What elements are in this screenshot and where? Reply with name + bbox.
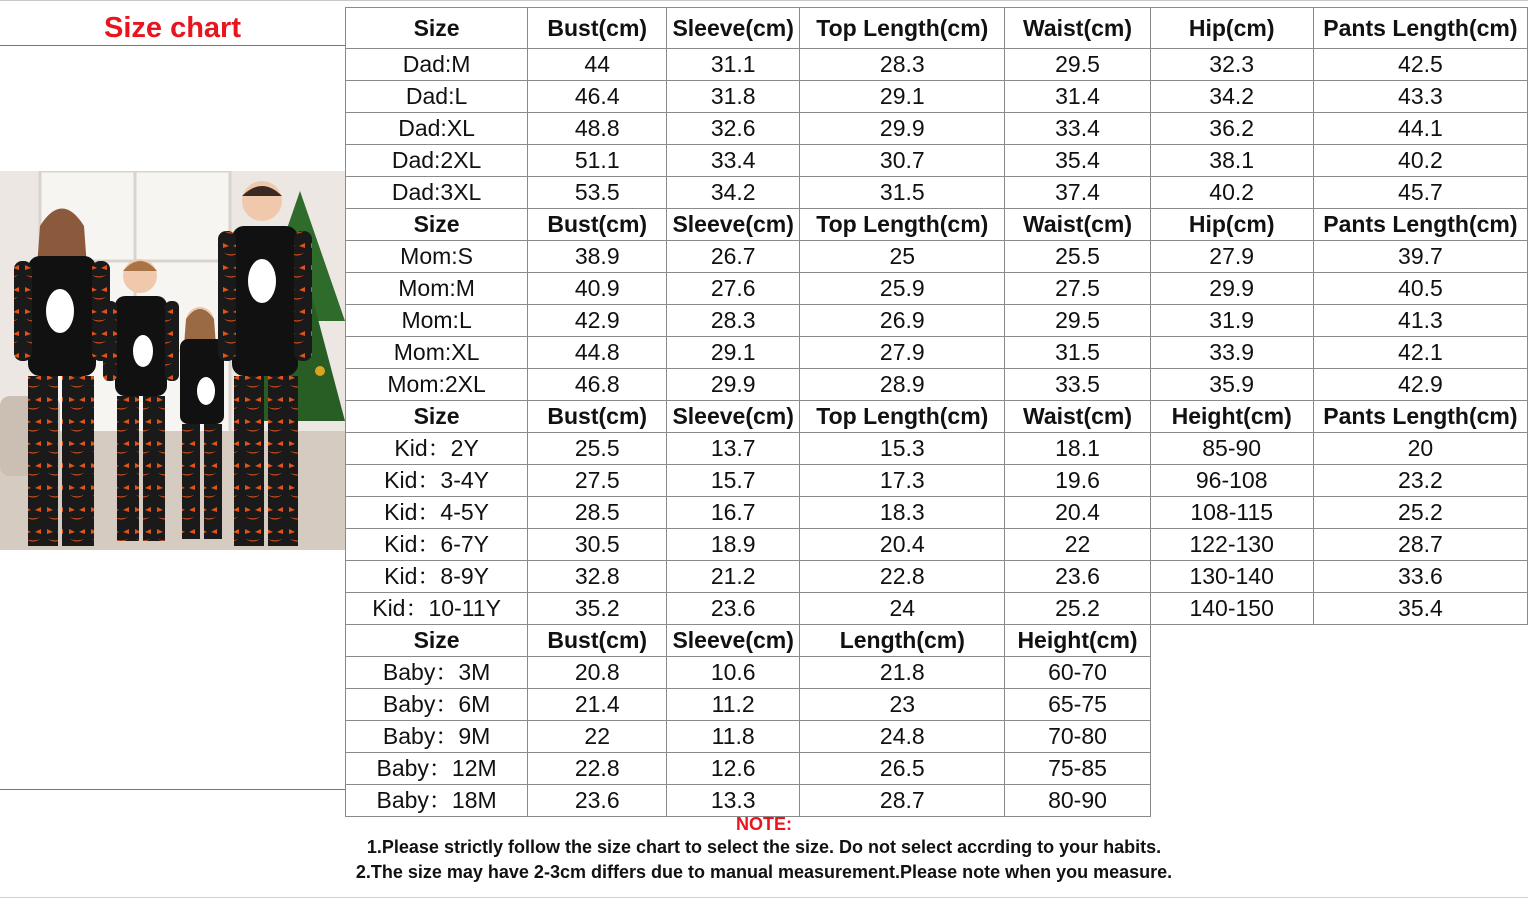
measurement-cell: 23 (800, 689, 1005, 721)
table-bottom-divider (0, 789, 346, 790)
measurement-cell: 25 (800, 241, 1005, 273)
header-cell: Sleeve(cm) (667, 209, 800, 241)
measurement-cell: 38.1 (1150, 145, 1313, 177)
size-label-cell: Baby：3M (346, 657, 528, 689)
empty-cell (1313, 753, 1527, 785)
measurement-cell: 46.8 (528, 369, 667, 401)
size-label-cell: Mom:M (346, 273, 528, 305)
header-cell: Top Length(cm) (800, 209, 1005, 241)
empty-cell (1150, 785, 1313, 817)
measurement-cell: 29.5 (1005, 49, 1150, 81)
empty-cell (1313, 657, 1527, 689)
table-row (346, 657, 1528, 689)
empty-cell (1150, 753, 1313, 785)
measurement-cell: 20 (1313, 433, 1527, 465)
header-cell: Hip(cm) (1150, 8, 1313, 49)
measurement-cell: 17.3 (800, 465, 1005, 497)
measurement-cell: 140-150 (1150, 593, 1313, 625)
note-section (0, 813, 1528, 885)
measurement-cell: 31.8 (667, 81, 800, 113)
size-table (345, 7, 1528, 817)
measurement-cell: 22 (1005, 529, 1150, 561)
header-cell: Sleeve(cm) (667, 401, 800, 433)
measurement-cell: 31.1 (667, 49, 800, 81)
table-row (346, 177, 1528, 209)
size-label-cell: Baby：12M (346, 753, 528, 785)
measurement-cell: 38.9 (528, 241, 667, 273)
measurement-cell: 43.3 (1313, 81, 1527, 113)
size-label-cell: Baby：6M (346, 689, 528, 721)
header-cell: Length(cm) (800, 625, 1005, 657)
measurement-cell: 130-140 (1150, 561, 1313, 593)
table-row (346, 785, 1528, 817)
header-cell: Sleeve(cm) (667, 625, 800, 657)
measurement-cell: 18.9 (667, 529, 800, 561)
measurement-cell: 27.5 (1005, 273, 1150, 305)
note-title: NOTE: (736, 814, 792, 834)
measurement-cell: 26.7 (667, 241, 800, 273)
measurement-cell: 37.4 (1005, 177, 1150, 209)
measurement-cell: 32.6 (667, 113, 800, 145)
measurement-cell: 28.7 (800, 785, 1005, 817)
measurement-cell: 23.6 (1005, 561, 1150, 593)
measurement-cell: 34.2 (1150, 81, 1313, 113)
header-row (346, 401, 1528, 433)
table-row (346, 529, 1528, 561)
header-cell: Pants Length(cm) (1313, 8, 1527, 49)
measurement-cell: 33.6 (1313, 561, 1527, 593)
empty-cell (1313, 625, 1527, 657)
measurement-cell: 15.3 (800, 433, 1005, 465)
measurement-cell: 40.5 (1313, 273, 1527, 305)
measurement-cell: 24.8 (800, 721, 1005, 753)
measurement-cell: 35.2 (528, 593, 667, 625)
measurement-cell: 29.5 (1005, 305, 1150, 337)
header-cell: Waist(cm) (1005, 8, 1150, 49)
measurement-cell: 33.9 (1150, 337, 1313, 369)
measurement-cell: 44.8 (528, 337, 667, 369)
measurement-cell: 42.5 (1313, 49, 1527, 81)
size-label-cell: Kid：4-5Y (346, 497, 528, 529)
empty-cell (1150, 689, 1313, 721)
measurement-cell: 31.4 (1005, 81, 1150, 113)
measurement-cell: 20.4 (1005, 497, 1150, 529)
table-row (346, 49, 1528, 81)
header-row (346, 209, 1528, 241)
note-line-1: 1.Please strictly follow the size chart to select the size. Do not select accrding to your habits. (366, 837, 1162, 857)
table-row (346, 433, 1528, 465)
footer-border (0, 897, 1528, 898)
measurement-cell: 23.6 (528, 785, 667, 817)
measurement-cell: 80-90 (1005, 785, 1150, 817)
measurement-cell: 34.2 (667, 177, 800, 209)
measurement-cell: 28.5 (528, 497, 667, 529)
measurement-cell: 42.9 (1313, 369, 1527, 401)
header-cell: Top Length(cm) (800, 8, 1005, 49)
header-row (346, 625, 1528, 657)
size-chart-title: Size chart (104, 12, 241, 44)
measurement-cell: 48.8 (528, 113, 667, 145)
measurement-cell: 35.4 (1313, 593, 1527, 625)
header-cell: Pants Length(cm) (1313, 209, 1527, 241)
header-cell: Size (346, 8, 528, 49)
size-label-cell: Mom:S (346, 241, 528, 273)
measurement-cell: 26.9 (800, 305, 1005, 337)
measurement-cell: 18.3 (800, 497, 1005, 529)
family-pajamas-photo (0, 171, 345, 550)
size-label-cell: Kid：10-11Y (346, 593, 528, 625)
measurement-cell: 15.7 (667, 465, 800, 497)
measurement-cell: 32.3 (1150, 49, 1313, 81)
measurement-cell: 30.5 (528, 529, 667, 561)
measurement-cell: 10.6 (667, 657, 800, 689)
header-cell: Bust(cm) (528, 401, 667, 433)
measurement-cell: 19.6 (1005, 465, 1150, 497)
size-label-cell: Mom:XL (346, 337, 528, 369)
measurement-cell: 70-80 (1005, 721, 1150, 753)
size-label-cell: Dad:3XL (346, 177, 528, 209)
measurement-cell: 31.9 (1150, 305, 1313, 337)
measurement-cell: 41.3 (1313, 305, 1527, 337)
measurement-cell: 27.9 (1150, 241, 1313, 273)
table-row (346, 273, 1528, 305)
size-label-cell: Kid：3-4Y (346, 465, 528, 497)
size-label-cell: Baby：18M (346, 785, 528, 817)
measurement-cell: 42.1 (1313, 337, 1527, 369)
measurement-cell: 85-90 (1150, 433, 1313, 465)
size-label-cell: Dad:XL (346, 113, 528, 145)
measurement-cell: 29.1 (667, 337, 800, 369)
measurement-cell: 39.7 (1313, 241, 1527, 273)
table-row (346, 689, 1528, 721)
measurement-cell: 60-70 (1005, 657, 1150, 689)
table-row (346, 305, 1528, 337)
size-label-cell: Mom:L (346, 305, 528, 337)
table-row (346, 593, 1528, 625)
header-cell: Waist(cm) (1005, 209, 1150, 241)
header-cell: Pants Length(cm) (1313, 401, 1527, 433)
measurement-cell: 18.1 (1005, 433, 1150, 465)
measurement-cell: 28.3 (800, 49, 1005, 81)
measurement-cell: 42.9 (528, 305, 667, 337)
measurement-cell: 11.8 (667, 721, 800, 753)
size-label-cell: Dad:2XL (346, 145, 528, 177)
measurement-cell: 28.7 (1313, 529, 1527, 561)
measurement-cell: 25.5 (528, 433, 667, 465)
header-cell: Height(cm) (1150, 401, 1313, 433)
measurement-cell: 22 (528, 721, 667, 753)
measurement-cell: 45.7 (1313, 177, 1527, 209)
measurement-cell: 21.4 (528, 689, 667, 721)
size-label-cell: Dad:L (346, 81, 528, 113)
measurement-cell: 35.9 (1150, 369, 1313, 401)
measurement-cell: 13.7 (667, 433, 800, 465)
measurement-cell: 26.5 (800, 753, 1005, 785)
table-row (346, 113, 1528, 145)
measurement-cell: 40.2 (1150, 177, 1313, 209)
measurement-cell: 53.5 (528, 177, 667, 209)
measurement-cell: 11.2 (667, 689, 800, 721)
size-label-cell: Baby：9M (346, 721, 528, 753)
measurement-cell: 16.7 (667, 497, 800, 529)
size-label-cell: Mom:2XL (346, 369, 528, 401)
table-row (346, 369, 1528, 401)
header-cell: Waist(cm) (1005, 401, 1150, 433)
measurement-cell: 23.6 (667, 593, 800, 625)
top-border (0, 0, 1528, 6)
header-cell: Bust(cm) (528, 8, 667, 49)
measurement-cell: 29.9 (800, 113, 1005, 145)
measurement-cell: 29.9 (1150, 273, 1313, 305)
measurement-cell: 33.5 (1005, 369, 1150, 401)
measurement-cell: 12.6 (667, 753, 800, 785)
measurement-cell: 25.2 (1005, 593, 1150, 625)
measurement-cell: 25.2 (1313, 497, 1527, 529)
note-line-2: 2.The size may have 2-3cm differs due to manual measurement.Please note when you measure. (355, 862, 1173, 882)
table-row (346, 465, 1528, 497)
measurement-cell: 25.9 (800, 273, 1005, 305)
measurement-cell: 44.1 (1313, 113, 1527, 145)
measurement-cell: 31.5 (800, 177, 1005, 209)
header-cell: Height(cm) (1005, 625, 1150, 657)
measurement-cell: 122-130 (1150, 529, 1313, 561)
empty-cell (1313, 785, 1527, 817)
header-row (346, 8, 1528, 49)
table-row (346, 337, 1528, 369)
measurement-cell: 30.7 (800, 145, 1005, 177)
header-cell: Size (346, 401, 528, 433)
measurement-cell: 35.4 (1005, 145, 1150, 177)
size-label-cell: Dad:M (346, 49, 528, 81)
title-divider (0, 45, 346, 46)
empty-cell (1313, 689, 1527, 721)
empty-cell (1313, 721, 1527, 753)
measurement-cell: 36.2 (1150, 113, 1313, 145)
measurement-cell: 46.4 (528, 81, 667, 113)
measurement-cell: 31.5 (1005, 337, 1150, 369)
measurement-cell: 22.8 (800, 561, 1005, 593)
family-photo-illustration (0, 171, 345, 550)
header-cell: Sleeve(cm) (667, 8, 800, 49)
table-row (346, 497, 1528, 529)
measurement-cell: 20.8 (528, 657, 667, 689)
measurement-cell: 21.8 (800, 657, 1005, 689)
measurement-cell: 27.5 (528, 465, 667, 497)
header-cell: Size (346, 209, 528, 241)
measurement-cell: 51.1 (528, 145, 667, 177)
measurement-cell: 13.3 (667, 785, 800, 817)
table-row (346, 721, 1528, 753)
table-row (346, 81, 1528, 113)
measurement-cell: 29.1 (800, 81, 1005, 113)
header-cell: Hip(cm) (1150, 209, 1313, 241)
measurement-cell: 23.2 (1313, 465, 1527, 497)
measurement-cell: 28.9 (800, 369, 1005, 401)
measurement-cell: 33.4 (1005, 113, 1150, 145)
header-cell: Size (346, 625, 528, 657)
empty-cell (1150, 657, 1313, 689)
size-label-cell: Kid：2Y (346, 433, 528, 465)
header-cell: Top Length(cm) (800, 401, 1005, 433)
measurement-cell: 22.8 (528, 753, 667, 785)
table-row (346, 145, 1528, 177)
empty-cell (1150, 625, 1313, 657)
measurement-cell: 40.9 (528, 273, 667, 305)
header-cell: Bust(cm) (528, 625, 667, 657)
measurement-cell: 96-108 (1150, 465, 1313, 497)
measurement-cell: 32.8 (528, 561, 667, 593)
measurement-cell: 28.3 (667, 305, 800, 337)
measurement-cell: 33.4 (667, 145, 800, 177)
table-row (346, 561, 1528, 593)
measurement-cell: 24 (800, 593, 1005, 625)
measurement-cell: 44 (528, 49, 667, 81)
measurement-cell: 108-115 (1150, 497, 1313, 529)
measurement-cell: 40.2 (1313, 145, 1527, 177)
measurement-cell: 65-75 (1005, 689, 1150, 721)
measurement-cell: 20.4 (800, 529, 1005, 561)
table-row (346, 753, 1528, 785)
measurement-cell: 27.6 (667, 273, 800, 305)
measurement-cell: 75-85 (1005, 753, 1150, 785)
header-cell: Bust(cm) (528, 209, 667, 241)
size-label-cell: Kid：8-9Y (346, 561, 528, 593)
table-row (346, 241, 1528, 273)
empty-cell (1150, 721, 1313, 753)
measurement-cell: 27.9 (800, 337, 1005, 369)
measurement-cell: 21.2 (667, 561, 800, 593)
size-label-cell: Kid：6-7Y (346, 529, 528, 561)
measurement-cell: 25.5 (1005, 241, 1150, 273)
measurement-cell: 29.9 (667, 369, 800, 401)
